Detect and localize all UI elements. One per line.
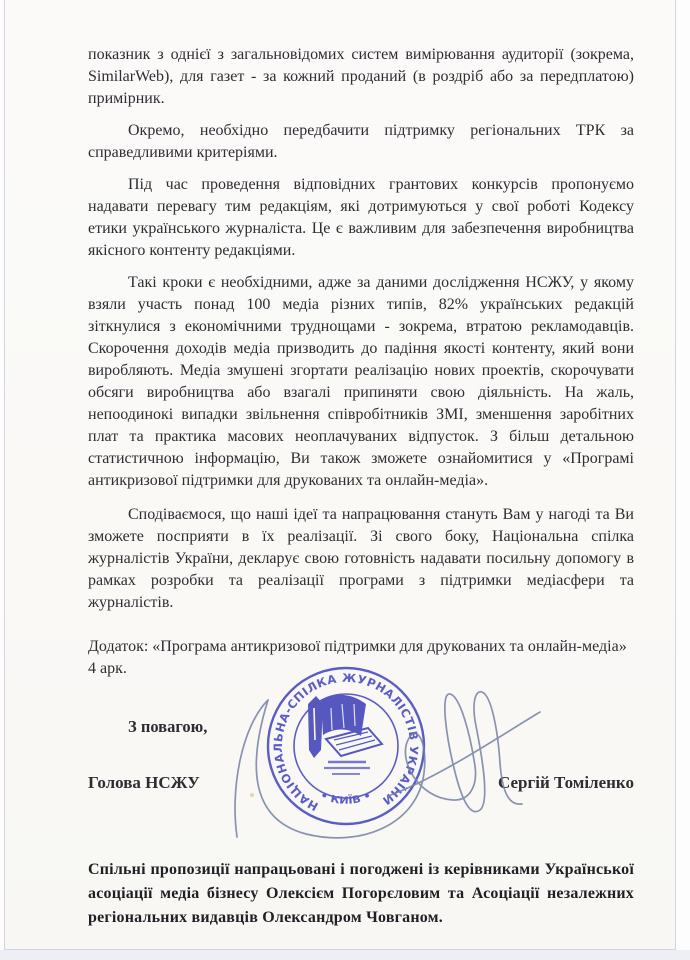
scan-edge-strip bbox=[0, 950, 690, 960]
stamp-rim-text: НАЦІОНАЛЬНА-СПІЛКА ЖУРНАЛІСТІВ УКРАЇНИ bbox=[270, 670, 422, 814]
document-page bbox=[4, 0, 676, 950]
paragraph-continuation: показник з однієї з загальновідомих систем вимірювання аудиторії (зокрема, SimilarWeb), для газет - за кожний проданий (в роздріб або за передплатою) примірник. bbox=[88, 46, 634, 107]
paragraph-hope-cooperation: Сподіваємося, що наші ідеї та напрацювання стануть Вам у нагоді та Ви зможете посприяти в їх реалізації. Зі свого боку, Національна спілка журналістів України, декларує свою готовність надавати посильну допомогу в рамках розробки та реалізації програми з підтримки медіасфери та журналістів. bbox=[88, 506, 634, 611]
signer-title: Голова НСЖУ bbox=[88, 773, 200, 792]
letter-body bbox=[5, 0, 675, 930]
joint-proposals-note: Спільні пропозиції напрацьовані і погоджені із керівниками Української асоціації медіа бізнесу Олексієм Погорєловим та Асоціації незалежних регіональних видавців Олександром Човганом. bbox=[88, 861, 634, 926]
signature-block bbox=[88, 772, 634, 794]
stamp-rim-bottom-text: • КИЇВ • bbox=[318, 790, 373, 807]
attachment-line-2: 4 арк. bbox=[88, 660, 127, 677]
attachment-line-1: Додаток: «Програма антикризової підтримки для друкованих та онлайн-медіа» bbox=[88, 638, 627, 655]
paragraph-nsju-research: Такі кроки є необхідними, адже за даними дослідження НСЖУ, у якому взяли участь понад 100 медіа різних типів, 82% українських редакцій зіткнулися з економічними труднощами - зокрема, втратою рекламодавців. Скорочення доходів медіа призводить до падіння якості контенту, який вони виробляють. Медіа змушені згортати реалізацію нових проектів, скорочувати обсяги виробництва або взагалі припиняти свою діяльність. На жаль, непоодинокі випадки звільнення співробітників ЗМІ, зменшення заробітних плат та практика масових неоплачуваних відпусток. З більш детальною статистичною інформацію, Ви також зможете ознайомитися у «Програмі антикризової підтримки для друкованих та онлайн-медіа». bbox=[88, 274, 634, 489]
attachment-note bbox=[88, 636, 634, 680]
salutation: З повагою, bbox=[128, 717, 208, 736]
signer-name: Сергій Томіленко bbox=[498, 773, 634, 792]
paragraph-grant-contests: Під час проведення відповідних грантових конкурсів пропонуємо надавати перевагу тим редакціям, які дотримуються у свої роботі Кодексу етики українського журналіста. Це є важливим для забезпечення виробництва якісного контенту редакціями. bbox=[88, 176, 634, 259]
paragraph-regional-trk: Окремо, необхідно передбачити підтримку регіональних ТРК за справедливими критеріями. bbox=[88, 122, 634, 161]
